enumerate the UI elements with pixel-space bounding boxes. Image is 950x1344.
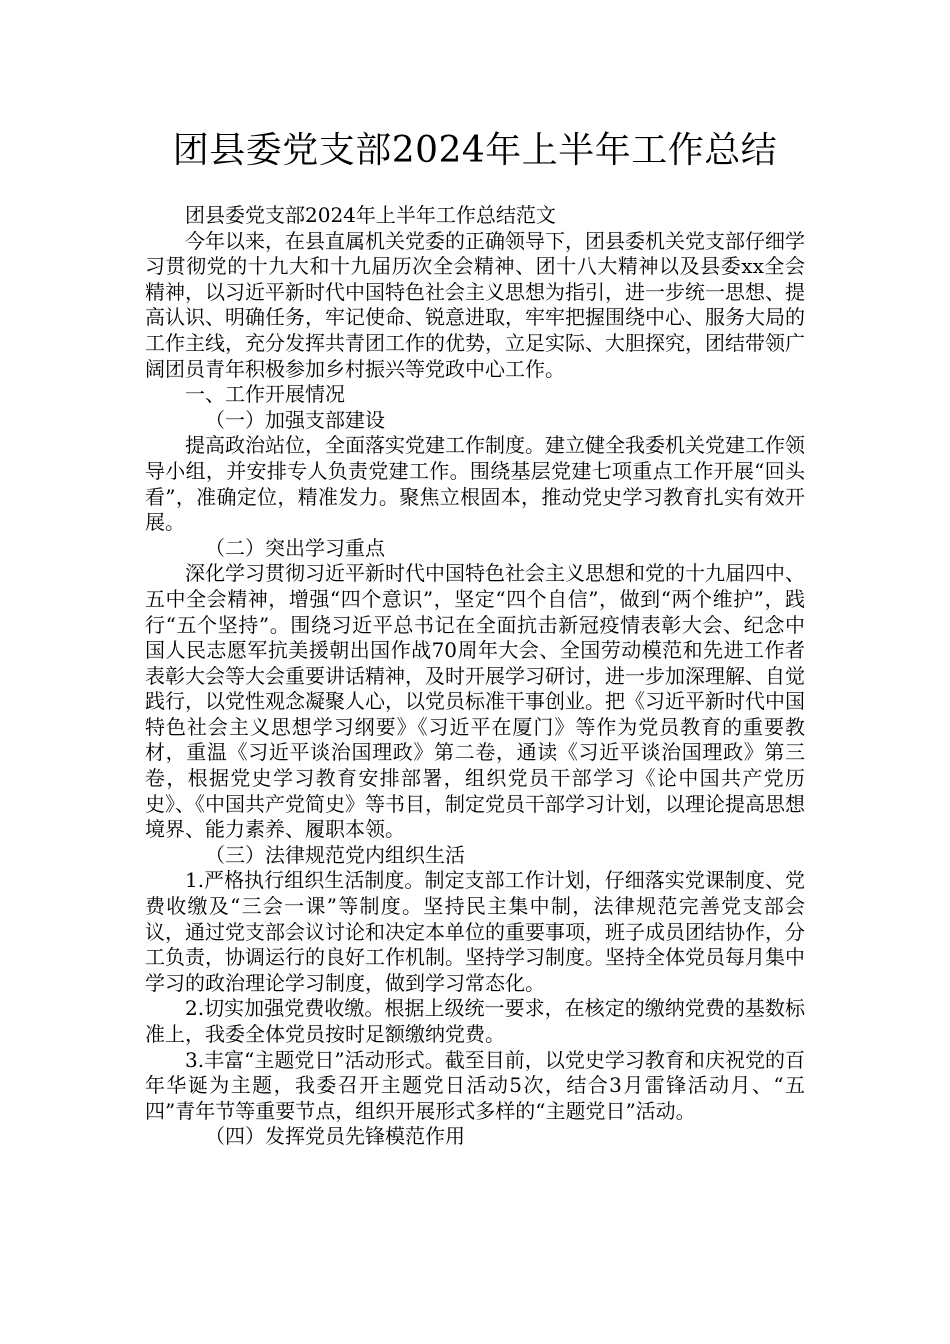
subsection-body-2: 深化学习贯彻习近平新时代中国特色社会主义思想和党的十九届四中、五中全会精神，增强“四个意识”，坚定“四个自信”，做到“两个维护”，践行“五个坚持”。围绕习近平总书记在全面抗击新冠疫情表彰大会、纪念中国人民志愿军抗美援朝出国作战70周年大会、全国劳动模范和先进工作者表彰大会等大会重要讲话精神，及时开展学习研讨，进一步加深理解、自觉践行，以党性观念凝聚人心，以党员标准干事创业。把《习近平新时代中国特色社会主义思想学习纲要》《习近平在厦门》等作为党员教育的重要教材，重温《习近平谈治国理政》第二卷，通读《习近平谈治国理政》第三卷，根据党史学习教育安排部署，组织党员干部学习《论中国共产党历史》、《中国共产党简史》等书目，制定党员干部学习计划，以理论提高思想境界、能力素养、履职本领。 <box>145 561 805 842</box>
subsection-heading-1: （一）加强支部建设 <box>205 407 385 432</box>
subsection-item-3: 3.丰富“主题党日”活动形式。截至目前，以党史学习教育和庆祝党的百年华诞为主题，我委召开主题党日活动5次，结合3月雷锋活动月、“五四”青年节等重要节点，组织开展形式多样的“主题党日”活动。 <box>145 1047 805 1123</box>
intro-paragraph: 今年以来，在县直属机关党委的正确领导下，团县委机关党支部仔细学习贯彻党的十九大和十九届历次全会精神、团十八大精神以及县委xx全会精神，以习近平新时代中国特色社会主义思想为指引，进一步统一思想、提高认识、明确任务，牢记使命、锐意进取，牢牢把握围绕中心、服务大局的工作主线，充分发挥共青团工作的优势，立足实际、大胆探究，团结带领广阔团员青年积极参加乡村振兴等党政中心工作。 <box>145 228 805 381</box>
document-subtitle: 团县委党支部2024年上半年工作总结范文 <box>185 203 556 227</box>
subsection-heading-4: （四）发挥党员先锋模范作用 <box>205 1124 465 1149</box>
subsection-item-2: 2.切实加强党费收缴。根据上级统一要求，在核定的缴纳党费的基数标准上，我委全体党员按时足额缴纳党费。 <box>145 996 805 1046</box>
document-title: 团县委党支部2024年上半年工作总结 <box>172 130 778 171</box>
subsection-body-1: 提高政治站位，全面落实党建工作制度。建立健全我委机关党建工作领导小组，并安排专人负责党建工作。围绕基层党建七项重点工作开展“回头看”，准确定位，精准发力。聚焦立根固本，推动党史学习教育扎实有效开展。 <box>145 433 805 535</box>
subsection-heading-2: （二）突出学习重点 <box>205 535 385 560</box>
subsection-heading-3: （三）法律规范党内组织生活 <box>205 842 465 867</box>
section-heading-1: 一、工作开展情况 <box>185 382 345 407</box>
document-page <box>145 125 805 1150</box>
subsection-item-1: 1.严格执行组织生活制度。制定支部工作计划，仔细落实党课制度、党费收缴及“三会一课”等制度。坚持民主集中制，法律规范完善党支部会议，通过党支部会议讨论和决定本单位的重要事项，班子成员团结协作，分工负责，协调运行的良好工作机制。坚持学习制度。坚持全体党员每月集中学习的政治理论学习制度，做到学习常态化。 <box>145 868 805 995</box>
